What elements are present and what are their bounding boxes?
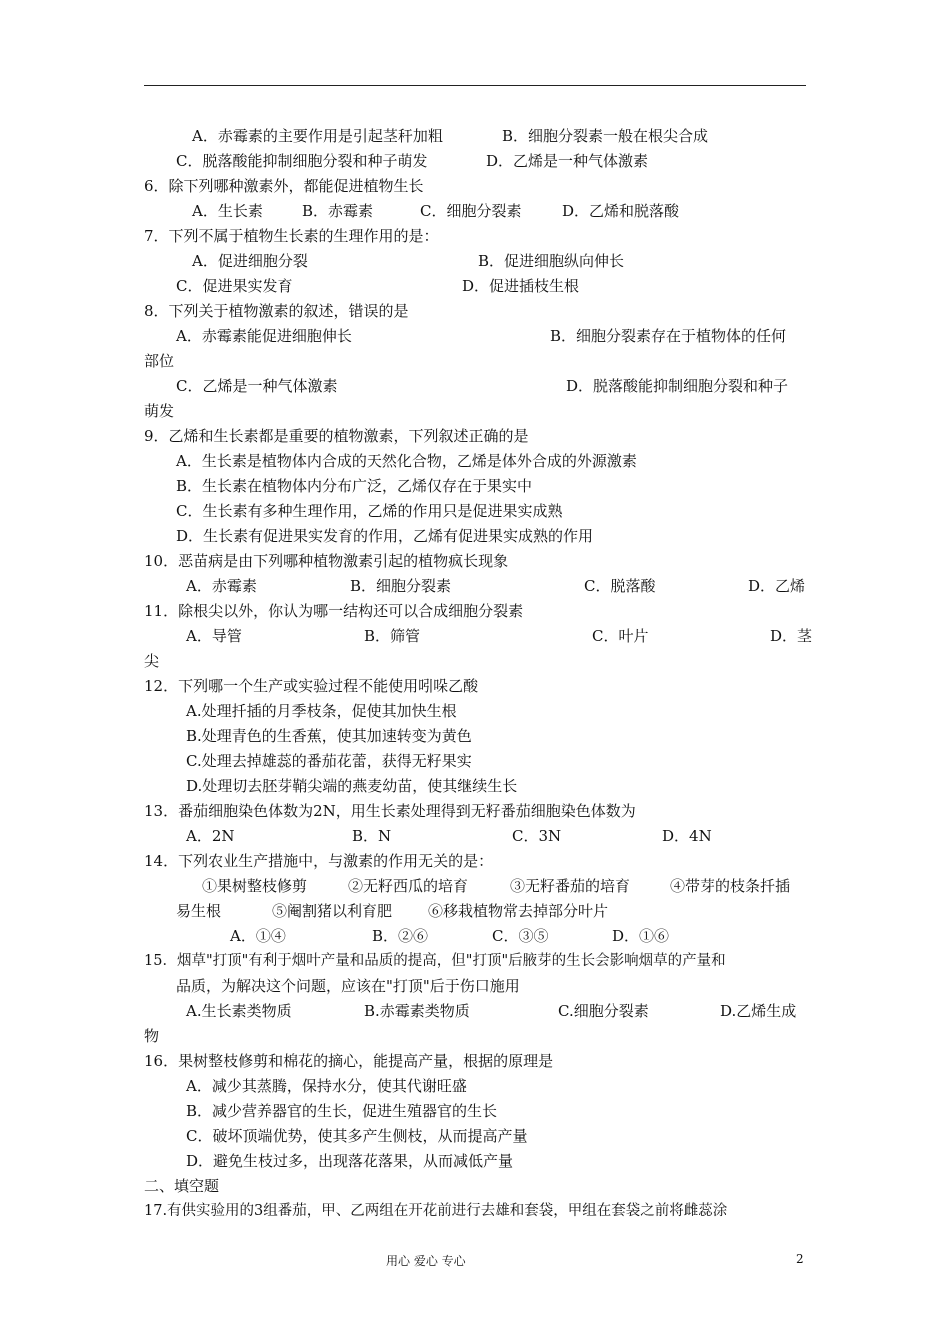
question-text: 14．下列农业生产措施中，与激素的作用无关的是： xyxy=(144,852,494,870)
question-text: 8．下列关于植物激素的叙述，错误的是 xyxy=(144,302,409,320)
question-text: 16．果树整枝修剪和棉花的摘心，能提高产量，根据的原理是 xyxy=(144,1052,554,1070)
option-text: A．减少其蒸腾，保持水分，使其代谢旺盛 xyxy=(186,1077,467,1095)
option-text: B．细胞分裂素 xyxy=(350,577,452,595)
option-text: ②无籽西瓜的培育 xyxy=(348,877,469,895)
question-text: 12．下列哪一个生产或实验过程不能使用吲哚乙酸 xyxy=(144,677,479,695)
option-text: C.处理去掉雄蕊的番茄花蕾，获得无籽果实 xyxy=(186,752,472,770)
option-text: A．促进细胞分裂 xyxy=(192,252,308,270)
option-text: C．脱落酸 xyxy=(584,577,656,595)
option-text: A．生长素是植物体内合成的天然化合物，乙烯是体外合成的外源激素 xyxy=(176,452,637,470)
question-text: 品质，为解决这个问题，应该在"打顶"后于伤口施用 xyxy=(176,977,520,995)
option-text: C．破坏顶端优势，使其多产生侧枝，从而提高产量 xyxy=(186,1127,528,1145)
question-text: 7．下列不属于植物生长素的生理作用的是： xyxy=(144,227,439,245)
option-text: ⑥移栽植物常去掉部分叶片 xyxy=(428,902,609,920)
option-text: D．避免生枝过多，出现落花落果，从而减低产量 xyxy=(186,1152,514,1170)
option-text: B．②⑥ xyxy=(372,927,429,945)
option-text: D．脱落酸能抑制细胞分裂和种子 xyxy=(566,377,789,395)
option-text: C.细胞分裂素 xyxy=(558,1002,649,1020)
option-text: B．N xyxy=(352,827,392,845)
option-text: A.生长素类物质 xyxy=(186,1002,292,1020)
question-text: 11．除根尖以外，你认为哪一结构还可以合成细胞分裂素 xyxy=(144,602,524,620)
option-text: C．生长素有多种生理作用，乙烯的作用只是促进果实成熟 xyxy=(176,502,563,520)
question-text: 17.有供实验用的3组番茄，甲、乙两组在开花前进行去雄和套袋，甲组在套袋之前将雌蕊涂 xyxy=(144,1203,728,1219)
header-rule xyxy=(144,85,806,86)
option-text: 部位 xyxy=(144,352,175,370)
question-text: 10．恶苗病是由下列哪种植物激素引起的植物疯长现象 xyxy=(144,552,509,570)
option-text: B．减少营养器官的生长，促进生殖器官的生长 xyxy=(186,1102,498,1120)
option-text: B．筛管 xyxy=(364,627,421,645)
option-text: C．脱落酸能抑制细胞分裂和种子萌发 xyxy=(176,152,428,170)
option-text: D.处理切去胚芽鞘尖端的燕麦幼苗，使其继续生长 xyxy=(186,777,518,795)
option-text: D．乙烯 xyxy=(748,577,806,595)
option-text: D．乙烯是一种气体激素 xyxy=(486,152,649,170)
option-text: D．4N xyxy=(662,827,712,845)
option-text: ⑤阉割猪以利育肥 xyxy=(272,902,393,920)
option-text: C．促进果实发育 xyxy=(176,277,293,295)
option-text: D．①⑥ xyxy=(612,927,670,945)
page-number: 2 xyxy=(796,1252,804,1266)
option-text: D．生长素有促进果实发育的作用，乙烯有促进果实成熟的作用 xyxy=(176,527,594,545)
option-text: 萌发 xyxy=(144,402,175,420)
option-text: D．乙烯和脱落酸 xyxy=(562,202,680,220)
option-text: B．生长素在植物体内分布广泛，乙烯仅存在于果实中 xyxy=(176,477,533,495)
option-text: 尖 xyxy=(144,652,160,670)
option-text: C．细胞分裂素 xyxy=(420,202,522,220)
option-text: 物 xyxy=(144,1027,160,1045)
option-text: B.赤霉素类物质 xyxy=(364,1002,470,1020)
option-text: D.乙烯生成 xyxy=(720,1002,797,1020)
question-text: 9．乙烯和生长素都是重要的植物激素，下列叙述正确的是 xyxy=(144,427,529,445)
section-heading: 二、填空题 xyxy=(144,1177,220,1195)
option-text: B．细胞分裂素存在于植物体的任何 xyxy=(550,327,787,345)
option-text: A．导管 xyxy=(186,627,242,645)
option-text: C．3N xyxy=(512,827,562,845)
option-text: A.处理扦插的月季枝条，促使其加快生根 xyxy=(186,702,457,720)
option-text: ①果树整枝修剪 xyxy=(202,877,308,895)
option-text: C．叶片 xyxy=(592,627,649,645)
option-text: B.处理青色的生香蕉，使其加速转变为黄色 xyxy=(186,727,472,745)
option-text: A．2N xyxy=(186,827,235,845)
option-text: A．赤霉素的主要作用是引起茎秆加粗 xyxy=(192,127,443,145)
option-text: ③无籽番茄的培育 xyxy=(510,877,631,895)
option-text: A．赤霉素 xyxy=(186,577,257,595)
option-text: 易生根 xyxy=(176,902,222,920)
option-text: C．③⑤ xyxy=(492,927,549,945)
question-text: 15．烟草"打顶"有利于烟叶产量和品质的提高，但"打顶"后腋芽的生长会影响烟草的产量和 xyxy=(144,953,726,969)
option-text: ④带芽的枝条扦插 xyxy=(670,877,791,895)
option-text: B．促进细胞纵向伸长 xyxy=(478,252,625,270)
question-text: 13．番茄细胞染色体数为2N，用生长素处理得到无籽番茄细胞染色体数为 xyxy=(144,802,636,820)
question-text: 6．除下列哪种激素外，都能促进植物生长 xyxy=(144,177,424,195)
option-text: A．①④ xyxy=(230,927,286,945)
option-text: D．促进插枝生根 xyxy=(462,277,580,295)
footer-slogan: 用心 爱心 专心 xyxy=(386,1254,466,1268)
option-text: B．细胞分裂素一般在根尖合成 xyxy=(502,127,709,145)
option-text: A．生长素 xyxy=(192,202,263,220)
option-text: D．茎 xyxy=(770,627,813,645)
option-text: C．乙烯是一种气体激素 xyxy=(176,377,338,395)
option-text: B．赤霉素 xyxy=(302,202,374,220)
option-text: A．赤霉素能促进细胞伸长 xyxy=(176,327,352,345)
